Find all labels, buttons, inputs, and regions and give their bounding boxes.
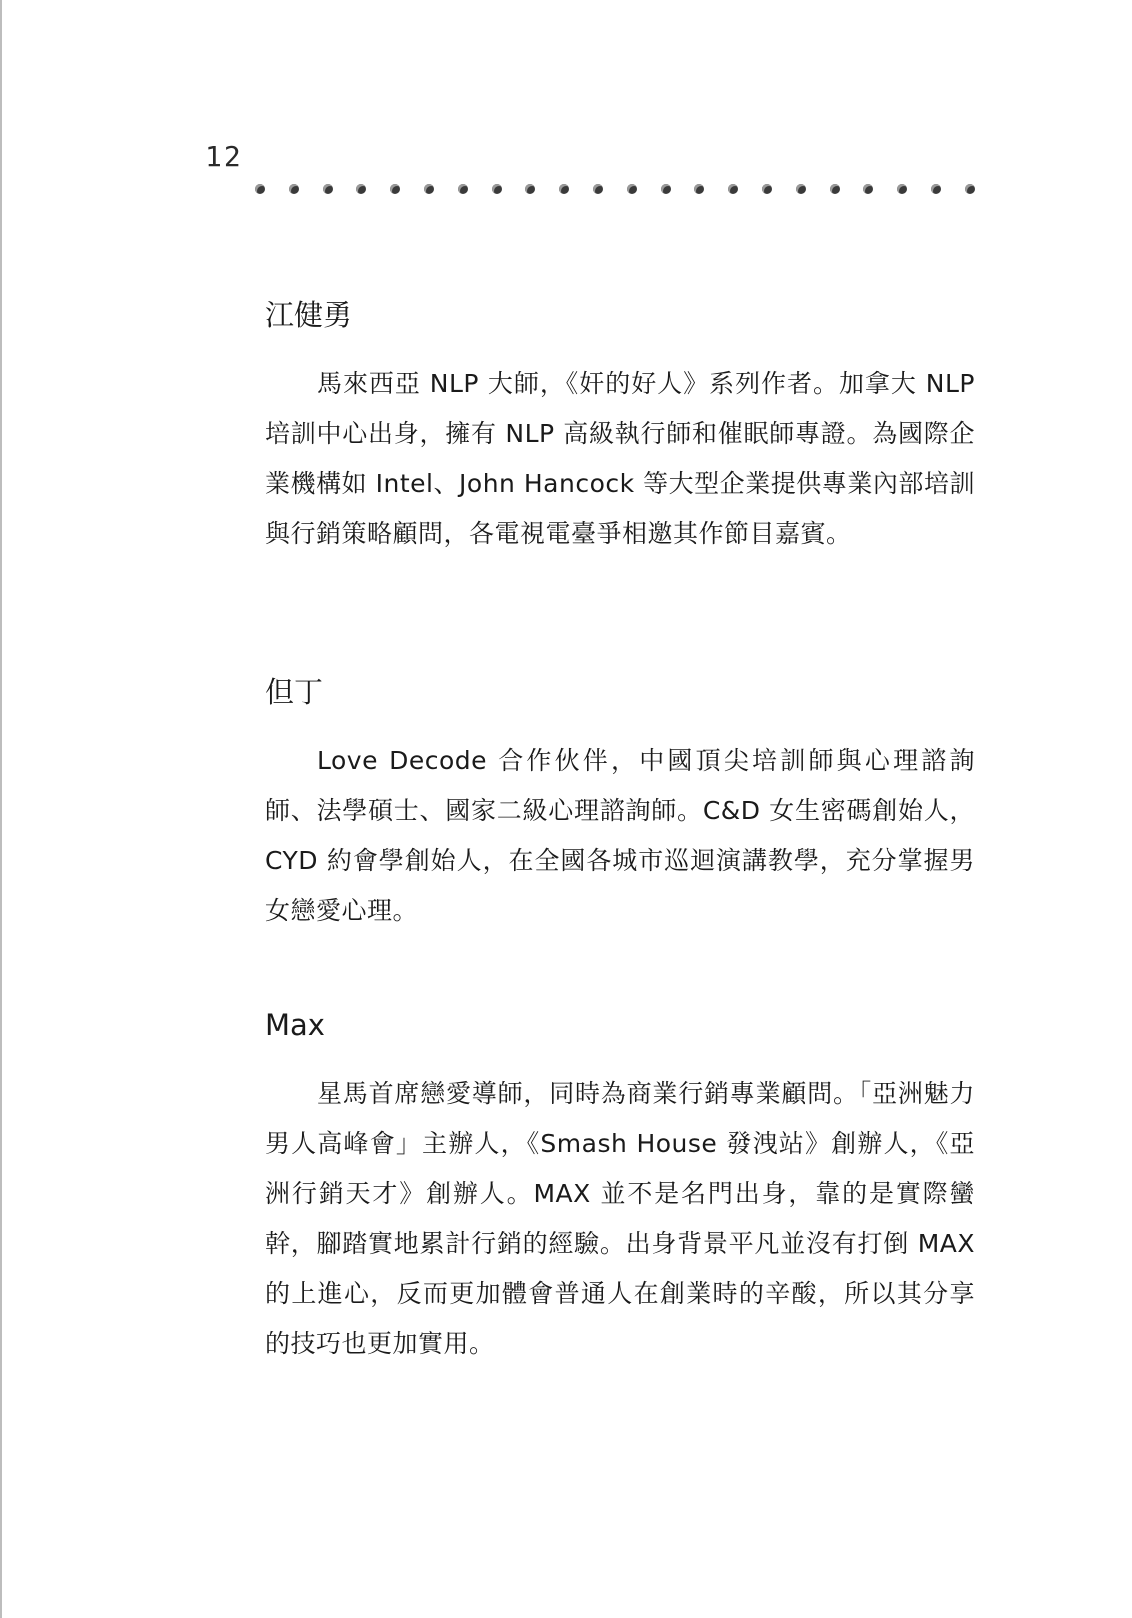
- author-name: Max: [265, 1008, 325, 1042]
- divider-dot-icon: [390, 184, 400, 194]
- divider-dot-icon: [492, 184, 502, 194]
- divider-dot-icon: [559, 184, 569, 194]
- divider-dot-icon: [289, 184, 299, 194]
- author-bio-section: [265, 1005, 975, 1369]
- divider-dot-icon: [255, 184, 265, 194]
- scan-edge: [0, 0, 2, 1618]
- divider-dot-icon: [424, 184, 434, 194]
- divider-dot-icon: [965, 184, 975, 194]
- divider-dot-icon: [356, 184, 366, 194]
- author-name: 江健勇: [265, 298, 353, 332]
- divider-dot-icon: [525, 184, 535, 194]
- divider-dot-icon: [627, 184, 637, 194]
- divider-dot-icon: [796, 184, 806, 194]
- author-bio-section: [265, 672, 975, 936]
- divider-dot-icon: [593, 184, 603, 194]
- page-number: 12: [205, 140, 243, 173]
- divider-dot-icon: [458, 184, 468, 194]
- divider-dot-icon: [830, 184, 840, 194]
- decorative-dot-divider: [255, 179, 975, 199]
- author-name: 但丁: [265, 675, 324, 709]
- divider-dot-icon: [323, 184, 333, 194]
- divider-dot-icon: [762, 184, 772, 194]
- divider-dot-icon: [694, 184, 704, 194]
- divider-dot-icon: [728, 184, 738, 194]
- divider-dot-icon: [863, 184, 873, 194]
- divider-dot-icon: [661, 184, 671, 194]
- author-bio-text: 馬來西亞 NLP 大師，《奸的好人》系列作者。加拿大 NLP 培訓中心出身，擁有 NLP 高級執行師和催眠師專證。為國際企業機構如 Intel、John Hancock 等大型企業提供專業內部培訓與行銷策略顧問，各電視電臺爭相邀其作節目嘉賓。: [265, 369, 975, 548]
- author-bio-text: 星馬首席戀愛導師，同時為商業行銷專業顧問。「亞洲魅力男人高峰會」主辦人，《Smash House 發洩站》創辦人，《亞洲行銷天才》創辦人。MAX 並不是名門出身，靠的是實際蠻幹，腳踏實地累計行銷的經驗。出身背景平凡並沒有打倒 MAX 的上進心，反而更加體會普通人在創業時的辛酸，所以其分享的技巧也更加實用。: [265, 1079, 975, 1358]
- author-bio-text: Love Decode 合作伙伴，中國頂尖培訓師與心理諮詢師、法學碩士、國家二級心理諮詢師。C&D 女生密碼創始人，CYD 約會學創始人，在全國各城市巡迴演講教學，充分掌握男女戀愛心理。: [265, 746, 975, 925]
- divider-dot-icon: [897, 184, 907, 194]
- author-bio-section: [265, 295, 975, 559]
- divider-dot-icon: [931, 184, 941, 194]
